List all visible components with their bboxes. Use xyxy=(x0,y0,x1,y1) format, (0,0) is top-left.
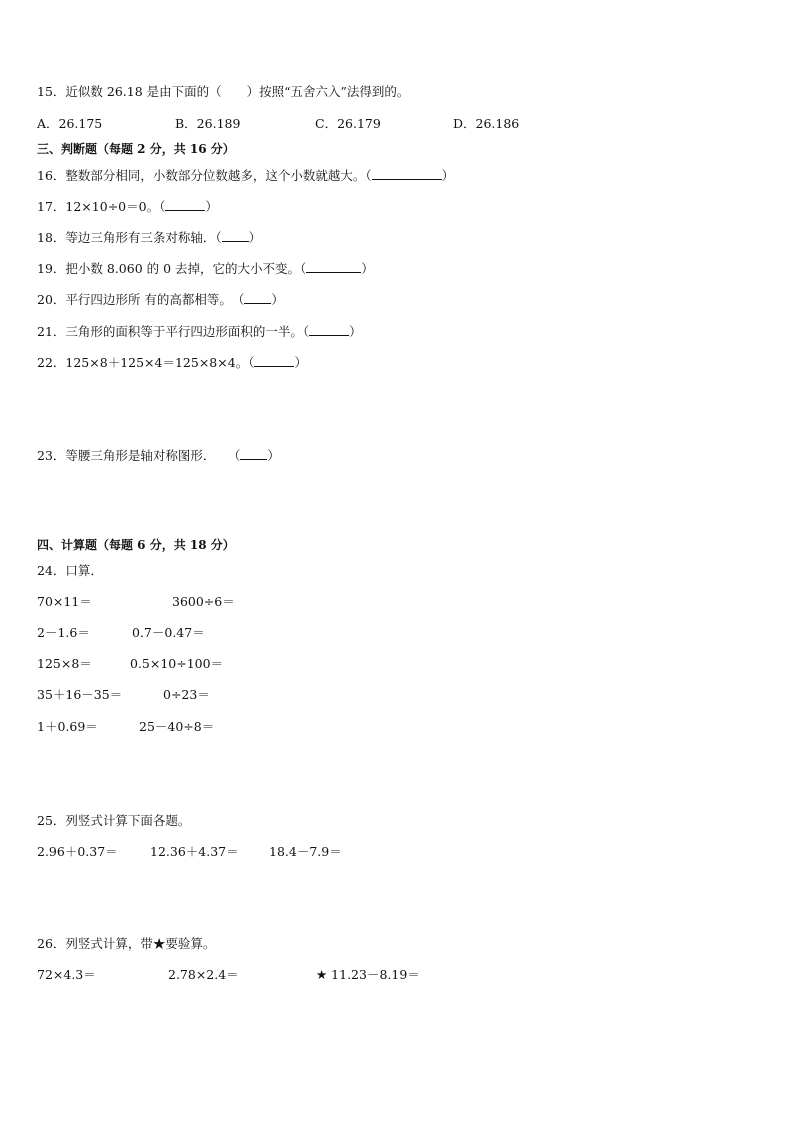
vertical-calc-item: 2.96＋0.37＝ xyxy=(37,844,118,859)
question-26-title: 26．列竖式计算，带★要验算。 xyxy=(37,936,216,951)
question-25-title: 25．列竖式计算下面各题。 xyxy=(37,813,191,828)
question-23-text: 23．等腰三角形是轴对称图形． （ xyxy=(37,448,241,463)
option-b: B．26.189 xyxy=(175,116,241,131)
section-4-heading: 四、计算题（每题 6 分，共 18 分） xyxy=(37,538,235,552)
question-21-text: 21．三角形的面积等于平行四边形面积的一半。（ xyxy=(37,324,310,339)
answer-blank-23[interactable] xyxy=(240,448,267,460)
vertical-calc-item: 12.36＋4.37＝ xyxy=(150,844,239,859)
question-20 xyxy=(37,292,284,308)
oral-calc-item: 35＋16－35＝ xyxy=(37,687,123,702)
close-paren: ） xyxy=(248,230,262,245)
oral-calc-item: 70×11＝ xyxy=(37,594,92,609)
question-24-title: 24．口算． xyxy=(37,563,103,578)
vertical-calc-item: 18.4－7.9＝ xyxy=(269,844,342,859)
close-paren: ） xyxy=(349,324,362,339)
question-17-text: 17．12×10÷0＝0。（ xyxy=(37,199,166,214)
answer-blank-19[interactable] xyxy=(306,261,361,273)
question-22-text: 22．125×8＋125×4＝125×8×4。（ xyxy=(37,355,255,370)
question-16 xyxy=(37,168,454,184)
answer-blank-17[interactable] xyxy=(165,199,205,211)
question-15-text: 15．近似数 26.18 是由下面的（ ）按照“五舍六入”法得到的。 xyxy=(37,84,410,99)
answer-blank-16[interactable] xyxy=(372,168,442,180)
question-23 xyxy=(37,448,280,464)
close-paren: ） xyxy=(361,261,374,276)
answer-blank-21[interactable] xyxy=(309,324,349,336)
question-18 xyxy=(37,230,261,246)
oral-calc-item: 0.5×10÷100＝ xyxy=(130,656,224,671)
close-paren: ） xyxy=(294,355,307,370)
vertical-calc-item: 72×4.3＝ xyxy=(37,967,96,982)
question-19 xyxy=(37,261,374,277)
question-17 xyxy=(37,199,218,215)
question-21 xyxy=(37,324,362,340)
vertical-calc-item: 2.78×2.4＝ xyxy=(168,967,239,982)
option-c: C．26.179 xyxy=(315,116,381,131)
oral-calc-item: 0.7－0.47＝ xyxy=(132,625,205,640)
option-a: A．26.175 xyxy=(37,116,103,131)
option-d: D．26.186 xyxy=(453,116,520,131)
answer-blank-18[interactable] xyxy=(222,230,249,242)
question-19-text: 19．把小数 8.060 的 0 去掉，它的大小不变。（ xyxy=(37,261,307,276)
question-22 xyxy=(37,355,307,371)
oral-calc-item: 25－40÷8＝ xyxy=(139,719,215,734)
close-paren: ） xyxy=(267,448,280,463)
vertical-calc-item-starred: ★ 11.23－8.19＝ xyxy=(316,967,420,982)
oral-calc-item: 2－1.6＝ xyxy=(37,625,90,640)
question-16-text: 16．整数部分相同，小数部分位数越多，这个小数就越大。（ xyxy=(37,168,372,183)
question-18-text: 18．等边三角形有三条对称轴．（ xyxy=(37,230,222,245)
question-20-text: 20．平行四边形所 有的高都相等。 （ xyxy=(37,292,245,307)
close-paren: ） xyxy=(271,292,284,307)
section-3-heading: 三、判断题（每题 2 分，共 16 分） xyxy=(37,142,235,156)
oral-calc-item: 125×8＝ xyxy=(37,656,92,671)
answer-blank-22[interactable] xyxy=(254,355,294,367)
oral-calc-item: 0÷23＝ xyxy=(163,687,210,702)
oral-calc-item: 1＋0.69＝ xyxy=(37,719,98,734)
answer-blank-20[interactable] xyxy=(244,292,271,304)
close-paren: ） xyxy=(205,199,218,214)
oral-calc-item: 3600÷6＝ xyxy=(172,594,235,609)
close-paren: ） xyxy=(441,168,455,183)
